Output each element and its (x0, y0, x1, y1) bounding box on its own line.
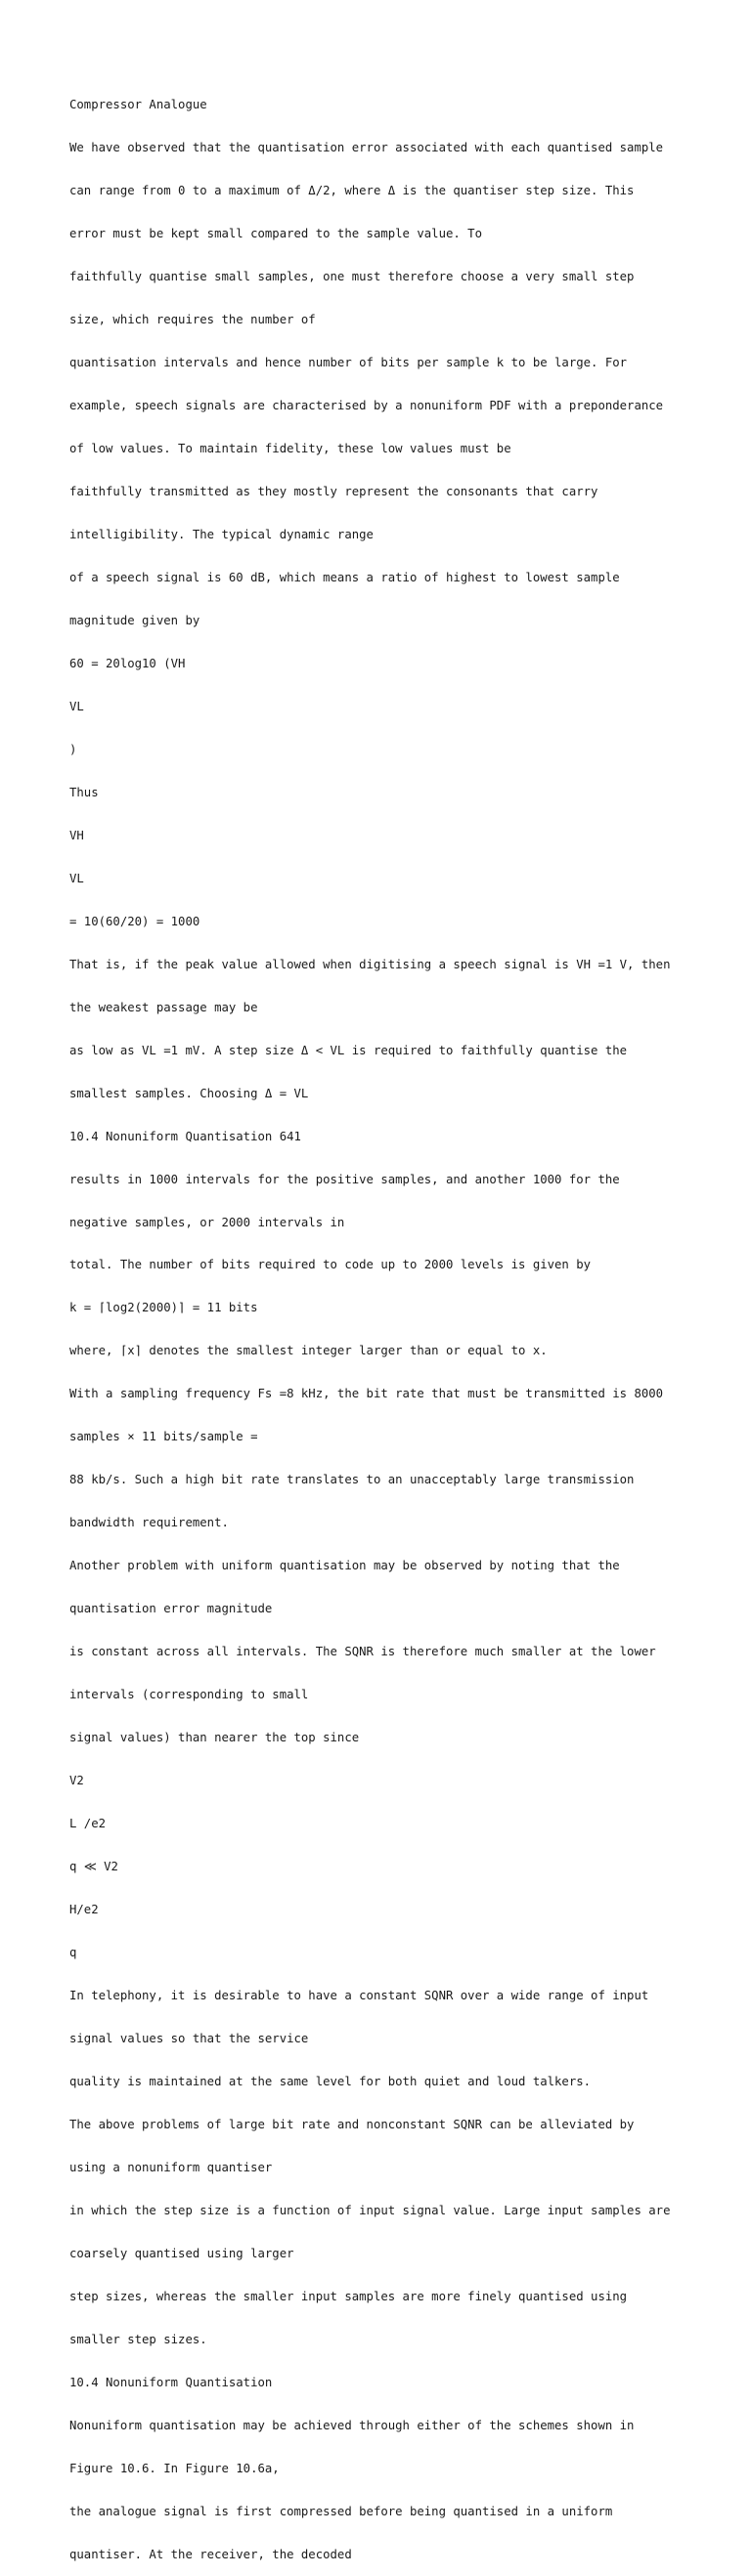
text-line: Compressor Analogue (69, 98, 207, 112)
text-line: Another problem with uniform quantisation may be observed by noting that the (69, 1559, 620, 1573)
text-line: step sizes, whereas the smaller input samples are more finely quantised using (69, 2289, 628, 2303)
text-line: the weakest passage may be (69, 1000, 258, 1014)
text-line: L ∕e2 (69, 1817, 107, 1831)
text-line: of low values. To maintain fidelity, these low values must be (69, 442, 511, 456)
text-line: We have observed that the quantisation error associated with each quantised sample (69, 141, 664, 155)
text-line: of a speech signal is 60 dB, which means a ratio of highest to lowest sample (69, 570, 620, 584)
text-line: faithfully transmitted as they mostly represent the consonants that carry (69, 485, 598, 499)
text-line: can range from 0 to a maximum of Δ/2, where Δ is the quantiser step size. This (69, 184, 635, 198)
text-line: magnitude given by (69, 613, 200, 627)
text-line: is constant across all intervals. The SQNR is therefore much smaller at the lower (69, 1645, 656, 1659)
text-line: k = ⌈log2(2000)⌉ = 11 bits (69, 1301, 258, 1315)
text-line: intervals (corresponding to small (69, 1688, 309, 1702)
text-line: 10.4 Nonuniform Quantisation (69, 2375, 273, 2389)
text-line: The above problems of large bit rate and nonconstant SQNR can be alleviated by (69, 2117, 635, 2131)
text-line: faithfully quantise small samples, one must therefore choose a very small step (69, 270, 635, 284)
text-line: example, speech signals are characterised by a nonuniform PDF with a preponderance (69, 399, 664, 413)
text-line: H∕e2 (69, 1903, 99, 1916)
text-line: bandwidth requirement. (69, 1516, 229, 1530)
text-line: VH (69, 828, 84, 842)
text-line: results in 1000 intervals for the positive samples, and another 1000 for the (69, 1172, 620, 1186)
text-line: 88 kb/s. Such a high bit rate translates to an unacceptably large transmission (69, 1473, 635, 1487)
text-line: the analogue signal is first compressed before being quantised in a uniform (69, 2504, 613, 2518)
text-line: signal values so that the service (69, 2031, 309, 2045)
text-line: V2 (69, 1774, 84, 1788)
document-text (69, 69, 695, 2576)
text-line: quantisation intervals and hence number of bits per sample k to be large. For (69, 356, 628, 370)
text-line: 60 = 20log10 (VH (69, 656, 186, 670)
text-line: q ≪ V2 (69, 1860, 118, 1874)
text-line: In telephony, it is desirable to have a constant SQNR over a wide range of input (69, 1988, 649, 2002)
text-line: total. The number of bits required to code up to 2000 levels is given by (69, 1258, 592, 1272)
text-line: coarsely quantised using larger (69, 2246, 294, 2260)
text-line: smallest samples. Choosing Δ = VL (69, 1086, 309, 1100)
text-line: using a nonuniform quantiser (69, 2160, 273, 2174)
text-line: Thus (69, 785, 99, 799)
text-line: Nonuniform quantisation may be achieved through either of the schemes shown in (69, 2418, 635, 2432)
text-line: ) (69, 742, 77, 756)
text-line: Figure 10.6. In Figure 10.6a, (69, 2461, 280, 2475)
text-line: as low as VL =1 mV. A step size Δ < VL is required to faithfully quantise the (69, 1043, 628, 1057)
text-line: quality is maintained at the same level for both quiet and loud talkers. (69, 2074, 592, 2088)
text-line: 10.4 Nonuniform Quantisation 641 (69, 1129, 301, 1143)
text-line: quantisation error magnitude (69, 1602, 273, 1616)
text-line: That is, if the peak value allowed when digitising a speech signal is VH =1 V, then (69, 957, 671, 971)
text-line: size, which requires the number of (69, 313, 316, 327)
text-line: VL (69, 871, 84, 885)
text-line: in which the step size is a function of input signal value. Large input samples are (69, 2203, 671, 2217)
text-line: where, ⌈x⌉ denotes the smallest integer larger than or equal to x. (69, 1344, 548, 1358)
text-line: quantiser. At the receiver, the decoded (69, 2547, 352, 2561)
text-line: signal values) than nearer the top since (69, 1731, 360, 1745)
text-line: intelligibility. The typical dynamic range (69, 528, 374, 541)
text-line: error must be kept small compared to the sample value. To (69, 227, 482, 241)
text-line: samples × 11 bits/sample = (69, 1430, 258, 1444)
text-line: With a sampling frequency Fs =8 kHz, the bit rate that must be transmitted is 8000 (69, 1387, 664, 1401)
text-line: smaller step sizes. (69, 2332, 207, 2346)
text-line: q (69, 1945, 77, 1959)
text-line: negative samples, or 2000 intervals in (69, 1215, 345, 1229)
text-line: = 10(60/20) = 1000 (69, 914, 200, 928)
text-line: VL (69, 699, 84, 713)
